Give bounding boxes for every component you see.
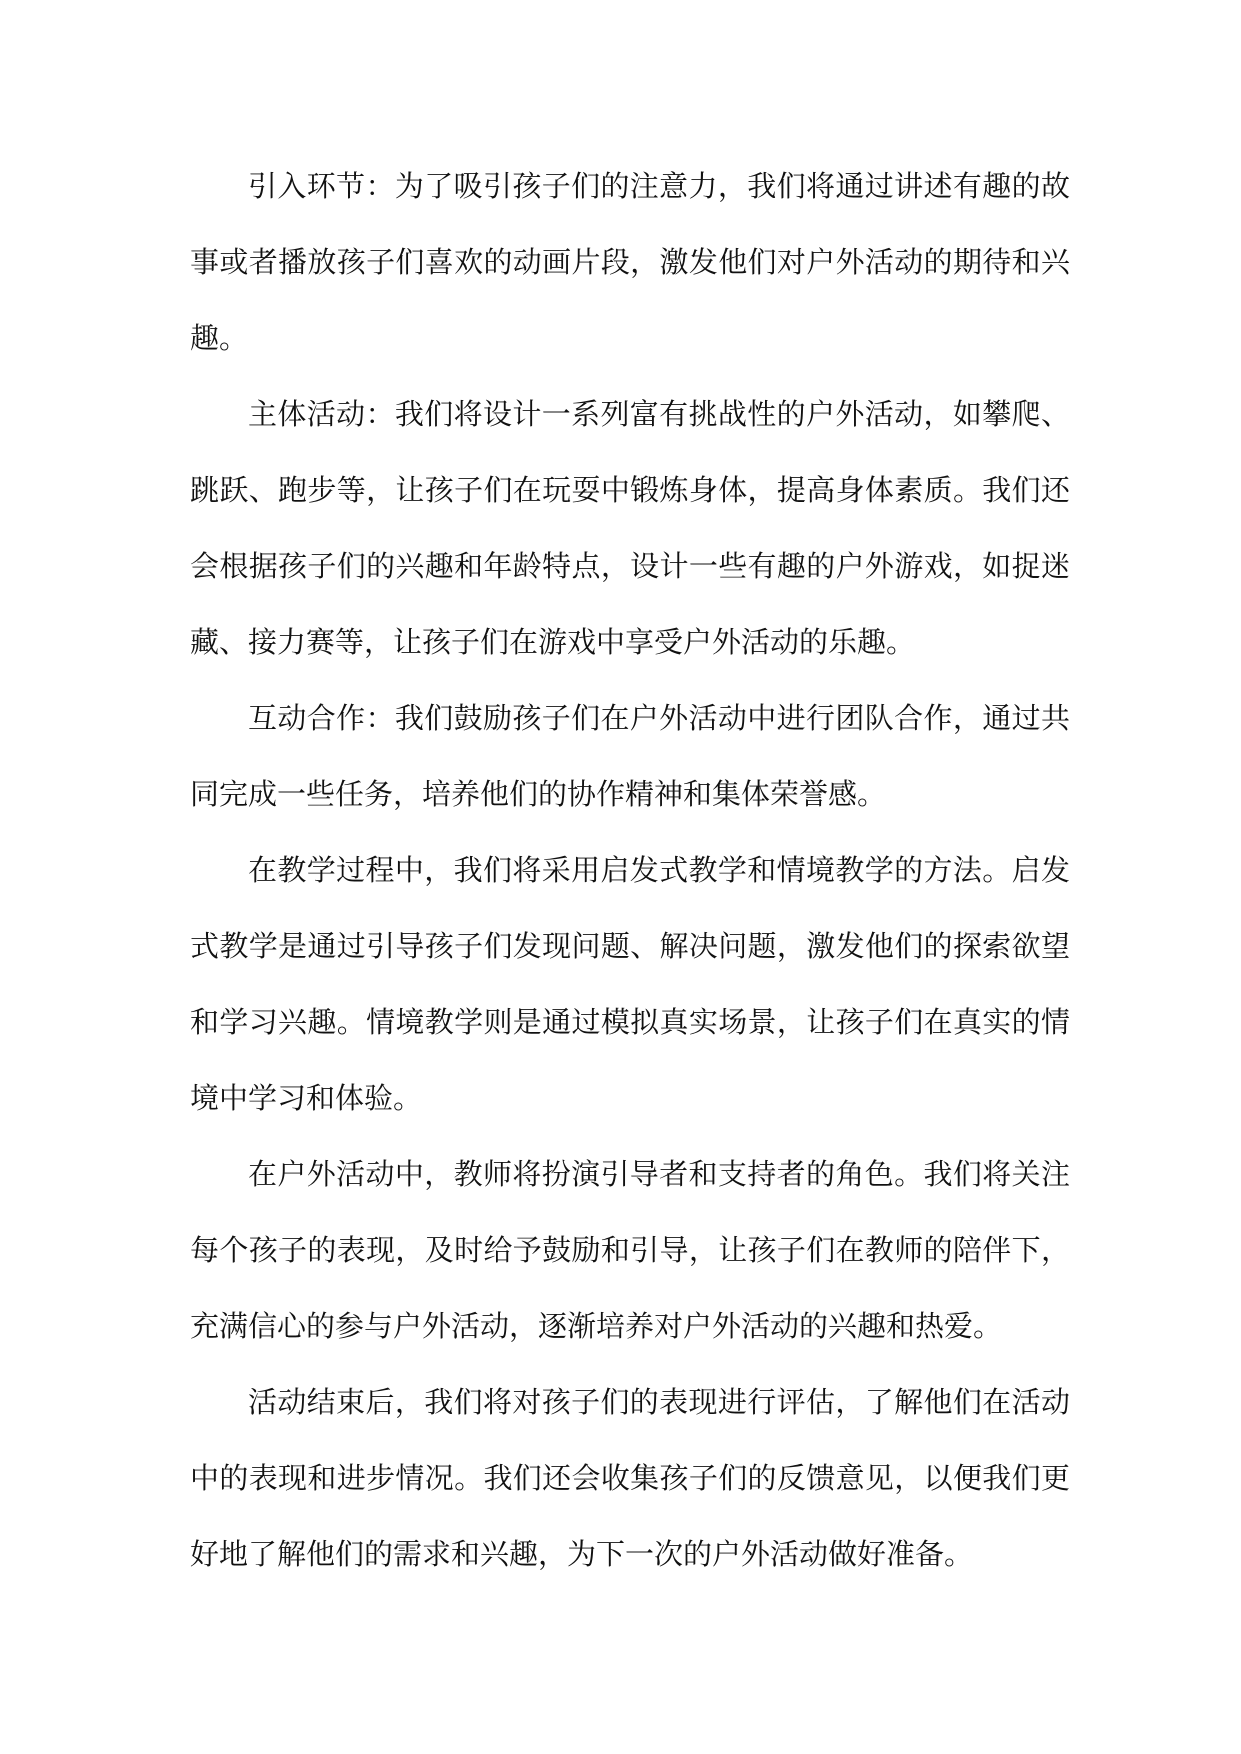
paragraph-teacher-role: 在户外活动中，教师将扮演引导者和支持者的角色。我们将关注每个孩子的表现，及时给予鼓励和引导，让孩子们在教师的陪伴下，充满信心的参与户外活动，逐渐培养对户外活动的兴趣和热爱。: [190, 1157, 1070, 1343]
paragraph-evaluation: 活动结束后，我们将对孩子们的表现进行评估，了解他们在活动中的表现和进步情况。我们还会收集孩子们的反馈意见，以便我们更好地了解他们的需求和兴趣，为下一次的户外活动做好准备。: [190, 1385, 1070, 1571]
paragraph-main-activity: 主体活动：我们将设计一系列富有挑战性的户外活动，如攀爬、跳跃、跑步等，让孩子们在玩耍中锻炼身体，提高身体素质。我们还会根据孩子们的兴趣和年龄特点，设计一些有趣的户外游戏，如捉迷藏、接力赛等，让孩子们在游戏中享受户外活动的乐趣。: [190, 397, 1070, 659]
paragraph-teaching-method: 在教学过程中，我们将采用启发式教学和情境教学的方法。启发式教学是通过引导孩子们发现问题、解决问题，激发他们的探索欲望和学习兴趣。情境教学则是通过模拟真实场景，让孩子们在真实的情境中学习和体验。: [190, 853, 1070, 1115]
document-body: [190, 148, 1070, 1592]
paragraph-interaction: 互动合作：我们鼓励孩子们在户外活动中进行团队合作，通过共同完成一些任务，培养他们的协作精神和集体荣誉感。: [190, 701, 1070, 811]
paragraph-introduction: 引入环节：为了吸引孩子们的注意力，我们将通过讲述有趣的故事或者播放孩子们喜欢的动画片段，激发他们对户外活动的期待和兴趣。: [190, 169, 1070, 355]
